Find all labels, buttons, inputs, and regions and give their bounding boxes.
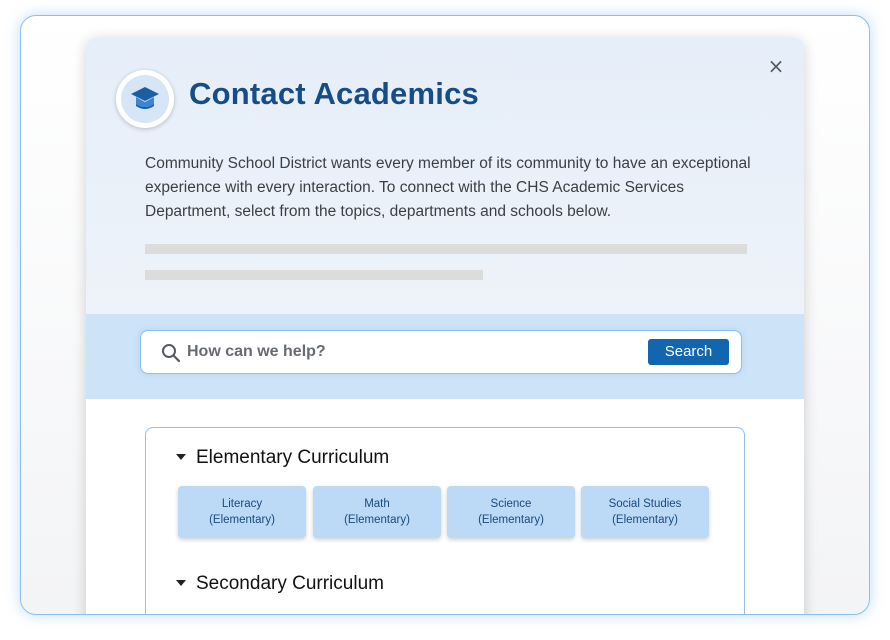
app-frame <box>20 15 870 615</box>
chip-sublabel: (Elementary) <box>344 514 410 526</box>
chip-label: Math <box>364 498 390 510</box>
topic-chip-literacy[interactable] <box>178 486 306 538</box>
caret-down-icon <box>176 580 186 586</box>
placeholder-line <box>145 244 747 254</box>
close-icon[interactable]: × <box>767 54 785 78</box>
topic-chip-science[interactable] <box>447 486 575 538</box>
modal-header <box>86 38 804 314</box>
chip-sublabel: (Elementary) <box>612 514 678 526</box>
placeholder-line <box>145 270 483 280</box>
chip-label: Literacy <box>221 498 263 510</box>
category-elementary-curriculum[interactable] <box>176 447 389 469</box>
chip-label: Social Studies <box>608 498 682 510</box>
search-section <box>86 314 804 399</box>
chip-label: Science <box>490 498 532 510</box>
graduation-cap-icon <box>121 75 169 123</box>
search-icon <box>161 343 181 368</box>
topic-chip-math[interactable] <box>313 486 441 538</box>
search-box <box>140 330 742 374</box>
category-label: Elementary Curriculum <box>196 447 390 468</box>
category-label: Secondary Curriculum <box>196 573 384 594</box>
intro-text: Community School District wants every member of its community to have an exceptional experience with every interaction. To connect with the CHS Academic Services Department, select from the topics, departments and schools below. <box>145 155 751 220</box>
caret-down-icon <box>176 454 186 460</box>
chip-sublabel: (Elementary) <box>478 514 544 526</box>
page-title: Contact Academics <box>189 76 479 111</box>
search-input[interactable] <box>187 339 637 365</box>
topic-chip-social-studies[interactable] <box>581 486 709 538</box>
category-secondary-curriculum[interactable] <box>176 573 384 595</box>
categories-panel <box>145 427 745 615</box>
logo <box>116 70 174 128</box>
search-button[interactable]: Search <box>648 339 729 365</box>
contact-modal <box>86 38 804 615</box>
chip-sublabel: (Elementary) <box>209 514 275 526</box>
